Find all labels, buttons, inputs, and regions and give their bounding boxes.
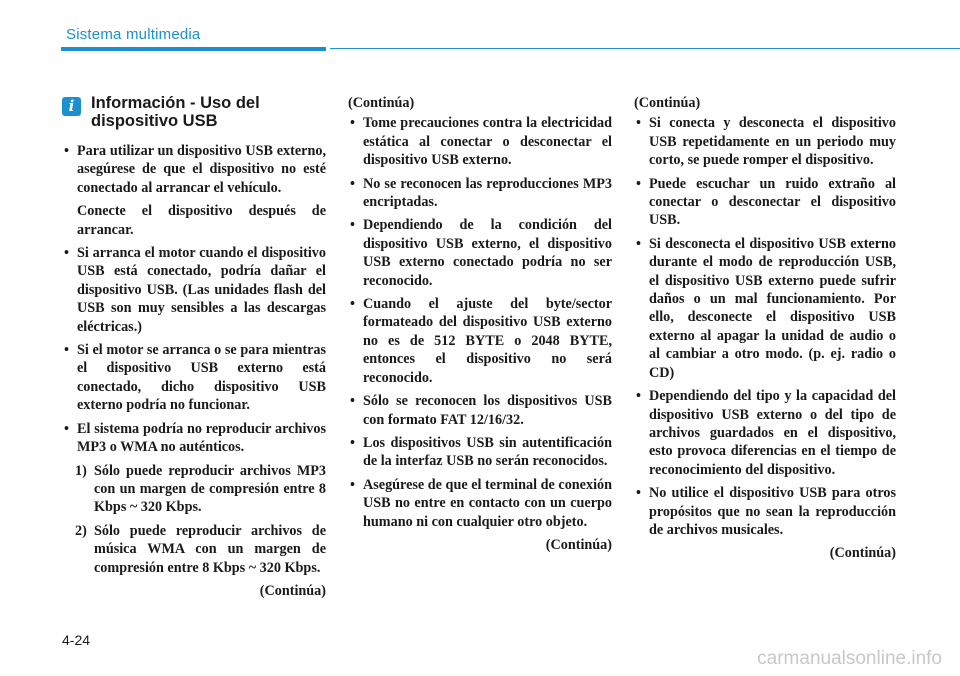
list-item-text: Si conecta y desconecta el dispositivo USB repetidamente en un periodo muy corto, se puede romper el dispositivo. <box>649 115 896 169</box>
info-heading <box>62 94 326 130</box>
header-rule-thick <box>61 47 326 51</box>
section-title: Sistema multimedia <box>66 26 201 43</box>
list-item <box>634 387 896 479</box>
info-title: Información - Uso del dispositivo USB <box>91 94 260 130</box>
list-item <box>634 175 896 230</box>
list-item <box>62 142 326 197</box>
list-item-text: El sistema podría no reproducir archivos MP3 o WMA no auténticos. <box>77 420 326 456</box>
list-item-text: Puede escuchar un ruido extraño al conectar o desconectar el dispositivo USB. <box>649 175 896 229</box>
numbered-item <box>62 522 326 577</box>
continued-label: (Continúa) <box>829 545 896 562</box>
list-item <box>348 434 612 471</box>
list-item-text: Asegúrese de que el terminal de conexión USB no entre en contacto con un cuerpo humano ni con cualquier otro objeto. <box>363 476 612 530</box>
bullet-list <box>62 244 326 456</box>
list-item <box>62 341 326 415</box>
list-item <box>348 175 612 212</box>
column-3 <box>634 94 896 563</box>
list-item <box>348 392 612 429</box>
continued-heading: (Continúa) <box>634 95 701 111</box>
list-item-text: No utilice el dispositivo USB para otros propósitos que no sean la reproducción de archivos musicales. <box>649 485 896 538</box>
watermark: carmanualsonline.info <box>757 648 942 669</box>
bullet-list <box>348 114 612 531</box>
list-item-text: Cuando el ajuste del byte/sector formateado del dispositivo USB externo no es de 512 BYTE o 2048 BYTE, entonces el dispositivo no será reconocido. <box>363 296 612 386</box>
bullet-list <box>634 114 896 539</box>
list-item-text: Si el motor se arranca o se para mientras el dispositivo USB externo está conectado, dicho dispositivo USB externo podría no funcionar. <box>77 342 326 414</box>
list-item <box>634 114 896 169</box>
list-item <box>348 114 612 169</box>
list-item <box>634 484 896 539</box>
bullet-list <box>62 142 326 197</box>
numbered-item-text: Sólo puede reproducir archivos MP3 con un margen de compresión entre 8 Kbps ~ 320 Kbps. <box>94 462 326 516</box>
page-number: 4-24 <box>62 632 91 648</box>
list-item <box>634 235 896 382</box>
column-1 <box>62 94 326 600</box>
list-item-text: Tome precauciones contra la electricidad estática al conectar o desconectar el dispositivo USB externo. <box>363 115 612 169</box>
list-item <box>348 295 612 387</box>
note-paragraph: Conecte el dispositivo después de arrancar. <box>77 203 326 238</box>
continued-label: (Continúa) <box>259 582 326 599</box>
numbered-item-text: Sólo puede reproducir archivos de música WMA con un margen de compresión entre 8 Kbps ~ 320 Kbps. <box>94 522 326 576</box>
continued-heading: (Continúa) <box>348 95 415 111</box>
list-item <box>62 244 326 336</box>
list-item-text: Los dispositivos USB sin autentificación de la interfaz USB no serán reconocidos. <box>363 434 612 470</box>
numbered-list <box>62 462 326 577</box>
list-item <box>62 420 326 457</box>
list-item-text: Si desconecta el dispositivo USB externo durante el modo de reproducción USB, el dispositivo USB externo puede sufrir daños o un mal funcionamiento. Por ello, desconecte el dispositivo USB externo al apagar la unidad de audio o al cambiar a otro modo. (p. ej. radio o CD) <box>649 235 896 381</box>
info-icon: i <box>62 97 81 116</box>
list-item-text: Si arranca el motor cuando el dispositivo USB está conectado, podría dañar el dispositivo USB. (Las unidades flash del USB son muy sensibles a las descargas eléctricas.) <box>77 245 326 335</box>
list-item-text: Sólo se reconocen los dispositivos USB con formato FAT 12/16/32. <box>363 393 612 428</box>
continued-label: (Continúa) <box>545 536 612 553</box>
list-item <box>348 216 612 290</box>
list-item-text: Dependiendo de la condición del dispositivo USB externo, el dispositivo USB externo conectado podría no ser reconocido. <box>363 217 612 289</box>
list-item-text: Dependiendo del tipo y la capacidad del dispositivo USB externo o del tipo de archivos guardados en el dispositivo, esto provoca diferencias en el tiempo de reconocimiento del dispositivo. <box>649 388 896 478</box>
list-item-text: Para utilizar un dispositivo USB externo, asegúrese de que el dispositivo no esté conectado al arrancar el vehículo. <box>77 143 326 196</box>
header-rule-thin <box>330 48 960 49</box>
list-item <box>348 476 612 531</box>
item-number: 1) <box>75 462 87 479</box>
column-2 <box>348 94 612 554</box>
numbered-item <box>62 462 326 517</box>
list-item-text: No se reconocen las reproducciones MP3 encriptadas. <box>363 175 612 211</box>
item-number: 2) <box>75 522 87 539</box>
